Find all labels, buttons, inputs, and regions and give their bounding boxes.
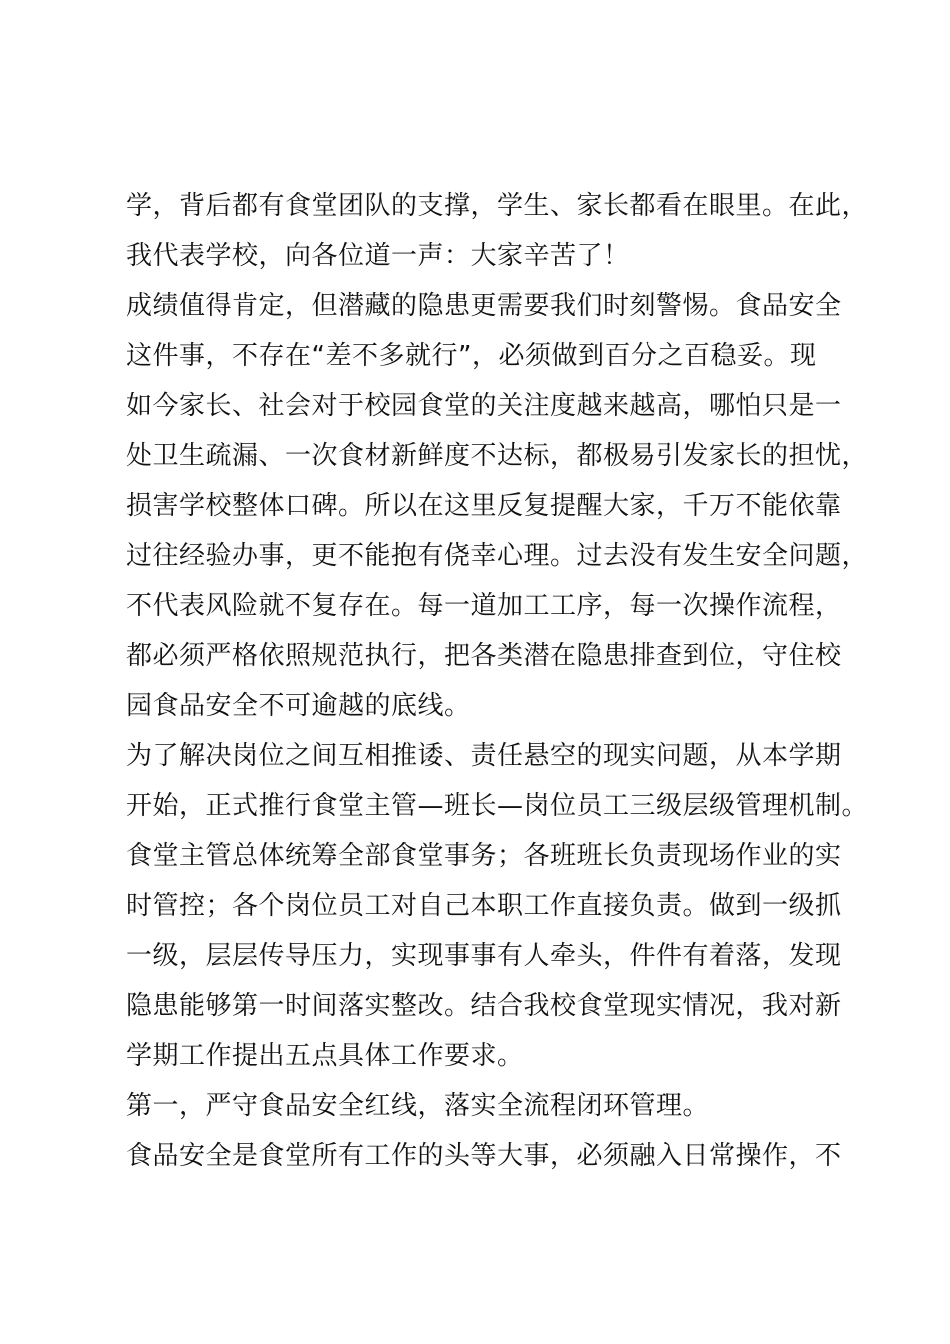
section-heading: 第一，严守食品安全红线，落实全流程闭环管理。 (126, 1091, 710, 1121)
text-line: 我代表学校，向各位道一声：大家辛苦了！ (126, 241, 630, 271)
text-line: 损害学校整体口碑。所以在这里反复提醒大家，千万不能依靠 (126, 491, 842, 521)
text-line: 处卫生疏漏、一次食材新鲜度不达标，都极易引发家长的担忧， (126, 441, 869, 471)
text-line: 不代表风险就不复存在。每一道加工工序，每一次操作流程， (126, 591, 842, 621)
text-line: 学，背后都有食堂团队的支撑，学生、家长都看在眼里。在此， (126, 191, 869, 221)
text-line: 学期工作提出五点具体工作要求。 (126, 1041, 524, 1071)
text-line: 这件事，不存在“差不多就行”，必须做到百分之百稳妥。现 (126, 341, 817, 371)
text-line: 园食品安全不可逾越的底线。 (126, 691, 471, 721)
text-line: 如今家长、社会对于校园食堂的关注度越来越高，哪怕只是一 (126, 391, 842, 421)
text-line: 都必须严格依照规范执行，把各类潜在隐患排查到位，守住校 (126, 641, 842, 671)
text-line: 开始，正式推行食堂主管—班长—岗位员工三级层级管理机制。 (126, 791, 869, 821)
text-line: 隐患能够第一时间落实整改。结合我校食堂现实情况，我对新 (126, 991, 842, 1021)
text-line: 食堂主管总体统筹全部食堂事务；各班班长负责现场作业的实 (126, 841, 842, 871)
text-line: 成绩值得肯定，但潜藏的隐患更需要我们时刻警惕。食品安全 (126, 291, 842, 321)
body-text (126, 181, 869, 1181)
text-line: 食品安全是食堂所有工作的头等大事，必须融入日常操作，不 (126, 1141, 842, 1171)
text-line: 一级，层层传导压力，实现事事有人牵头，件件有着落，发现 (126, 941, 842, 971)
text-line: 为了解决岗位之间互相推诿、责任悬空的现实问题，从本学期 (126, 741, 842, 771)
text-line: 时管控；各个岗位员工对自己本职工作直接负责。做到一级抓 (126, 891, 842, 921)
text-line: 过往经验办事，更不能抱有侥幸心理。过去没有发生安全问题， (126, 541, 869, 571)
